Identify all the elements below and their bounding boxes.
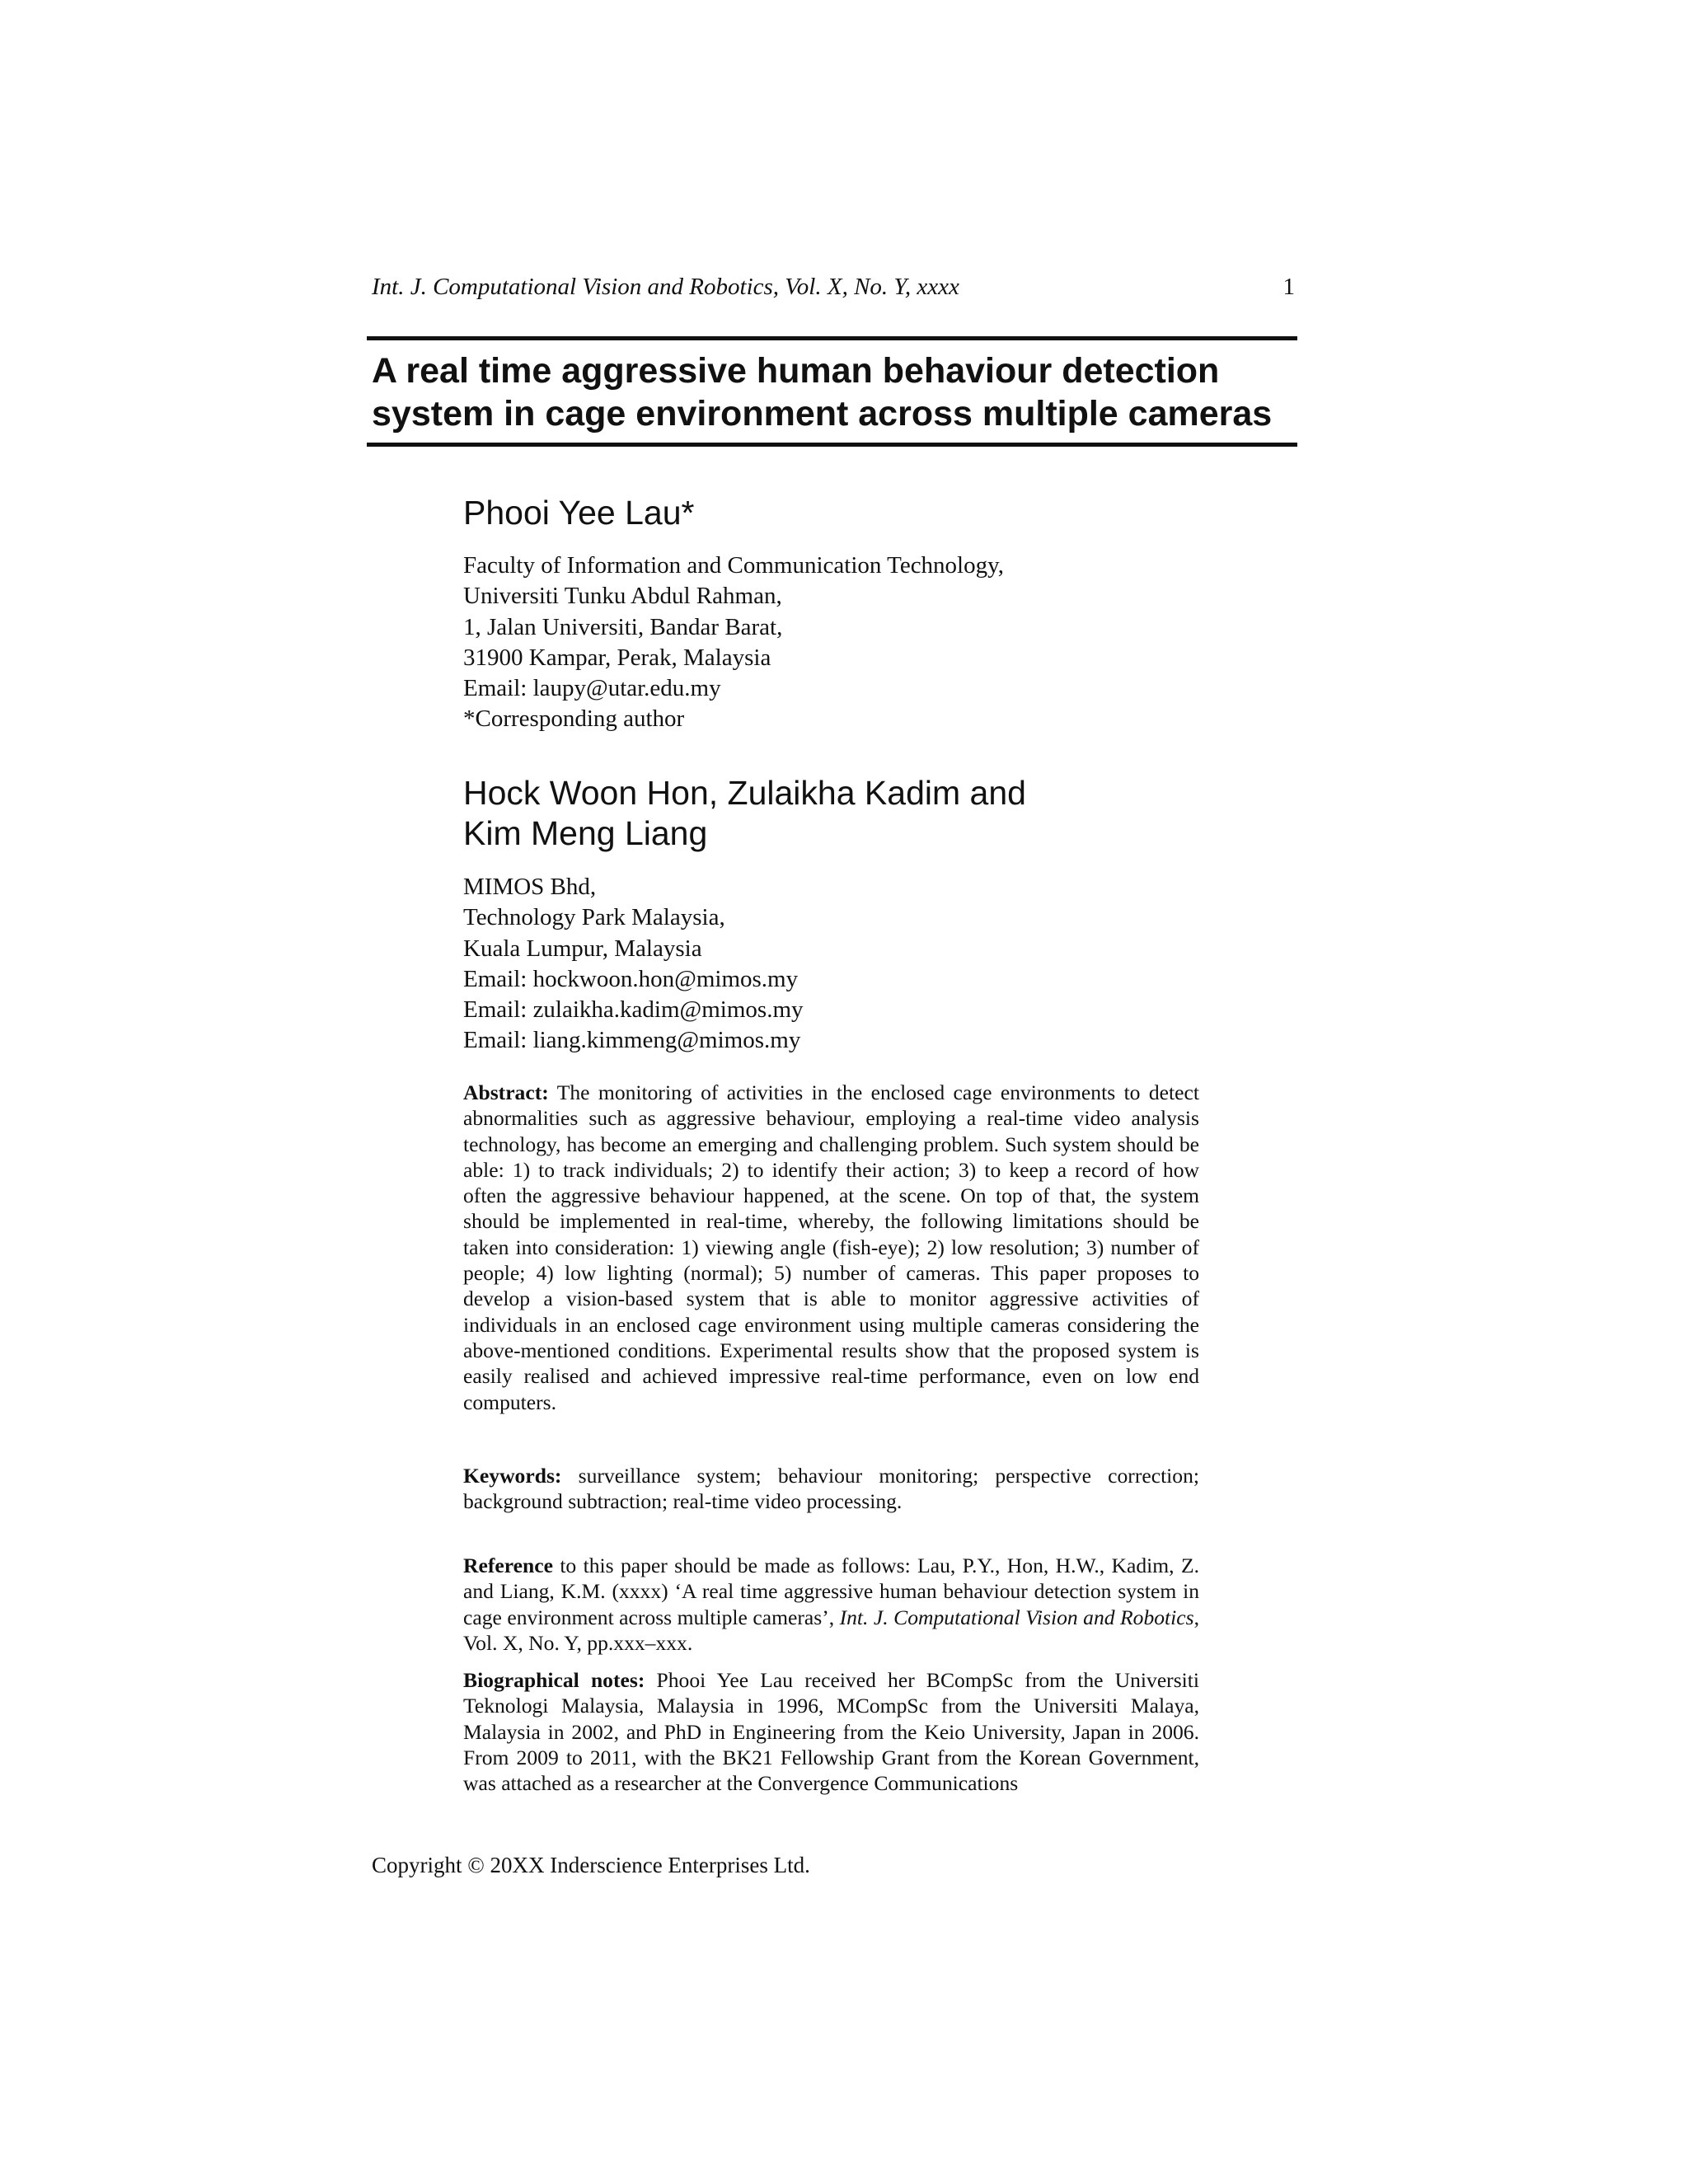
- biographical-notes-text: Phooi Yee Lau received her BCompSc from the Universiti Teknologi Malaysia, Malaysia in 1996, MCompSc from the Universiti Malaya, Malaysia in 2002, and PhD in Engineering from the Keio University, Japan in 2006. From 2009 to 2011, with the BK21 Fellowship Grant from the Korean Government, was attached as a researcher at the Convergence Communications: [463, 1668, 1199, 1796]
- author-3-email: Email: zulaikha.kadim@mimos.my: [463, 996, 804, 1024]
- author-name-1: [463, 493, 694, 533]
- author-2-affiliation: [463, 872, 804, 1057]
- reference-text: to this paper should be made as follows: Lau, P.Y., Hon, H.W., Kadim, Z. and Liang, K.M. (xxxx) ‘A real time aggressive human behaviour detection system in cage environment across multiple cameras’,: [463, 1554, 1199, 1629]
- reference-volume: , Vol. X, No. Y, pp.xxx–xxx.: [463, 1605, 1199, 1655]
- running-header: [372, 274, 1295, 310]
- reference-paragraph: [463, 1553, 1199, 1656]
- keywords-label: Keywords:: [463, 1464, 562, 1488]
- title-top-rule: [367, 336, 1297, 340]
- paper-title: [372, 349, 1295, 435]
- title-line-2: system in cage environment across multiple cameras: [372, 394, 1273, 434]
- author-name-2: [463, 773, 1026, 854]
- journal-citation: Int. J. Computational Vision and Robotics, Vol. X, No. Y, xxxx: [372, 274, 959, 300]
- biographical-notes-label: Biographical notes:: [463, 1668, 645, 1692]
- affiliation-line: Technology Park Malaysia,: [463, 904, 725, 931]
- author-2-email: Email: hockwoon.hon@mimos.my: [463, 965, 799, 992]
- affiliation-line: Kuala Lumpur, Malaysia: [463, 935, 702, 962]
- abstract-label: Abstract:: [463, 1080, 549, 1104]
- page-number: 1: [1282, 274, 1295, 300]
- affiliation-line: 31900 Kampar, Perak, Malaysia: [463, 644, 771, 671]
- keywords-paragraph: [463, 1463, 1199, 1515]
- copyright-notice: Copyright © 20XX Inderscience Enterprises Ltd.: [372, 1853, 810, 1877]
- reference-label: Reference: [463, 1554, 553, 1577]
- affiliation-line: MIMOS Bhd,: [463, 874, 597, 900]
- abstract-text: The monitoring of activities in the enclosed cage environments to detect abnormalities such as aggressive behaviour, employing a real-time video analysis technology, has become an emerging and challenging problem. Such system should be able: 1) to track individuals; 2) to identify their action; 3) to keep a record of how often the aggressive behaviour happened, at the scene. On top of that, the system should be implemented in real-time, whereby, the following limitations should be taken into consideration: 1) viewing angle (fish-eye); 2) low resolution; 3) number of people; 4) low lighting (normal); 5) number of cameras. This paper proposes to develop a vision-based system that is able to monitor aggressive activities of individuals in an enclosed cage environment using multiple cameras considering the above-mentioned conditions. Experimental results show that the proposed system is easily realised and achieved impressive real-time performance, even on low end computers.: [463, 1080, 1199, 1414]
- title-line-1: A real time aggressive human behaviour detection: [372, 351, 1220, 391]
- author-name-1-text: Phooi Yee Lau*: [463, 494, 695, 532]
- author-1-email: Email: laupy@utar.edu.my: [463, 675, 721, 702]
- keywords-text: surveillance system; behaviour monitoring; perspective correction; background subtraction; real-time video processing.: [463, 1464, 1199, 1514]
- affiliation-line: 1, Jalan Universiti, Bandar Barat,: [463, 613, 783, 640]
- author-names-line-1: Hock Woon Hon, Zulaikha Kadim and: [463, 774, 1026, 812]
- affiliation-line: Faculty of Information and Communication Technology,: [463, 552, 1004, 579]
- title-bottom-rule: [367, 443, 1297, 447]
- corresponding-author-note: *Corresponding author: [463, 705, 685, 733]
- author-1-affiliation: [463, 551, 1004, 735]
- affiliation-line: Universiti Tunku Abdul Rahman,: [463, 583, 782, 610]
- author-names-line-2: Kim Meng Liang: [463, 814, 708, 852]
- reference-journal: Int. J. Computational Vision and Robotics: [839, 1605, 1194, 1629]
- biographical-notes-paragraph: [463, 1667, 1199, 1796]
- abstract-paragraph: [463, 1080, 1199, 1415]
- author-4-email: Email: liang.kimmeng@mimos.my: [463, 1027, 801, 1054]
